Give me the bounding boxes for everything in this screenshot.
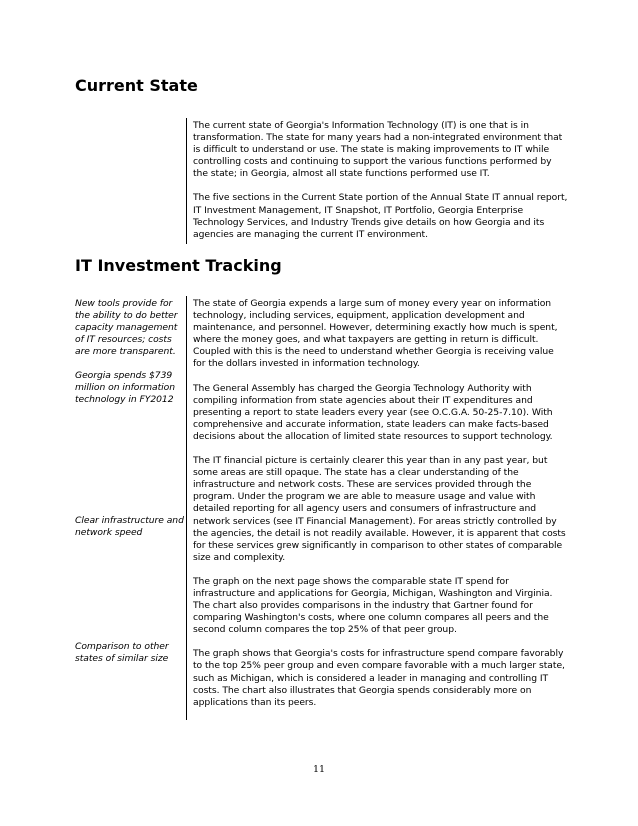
sidebar-note-text: Comparison to other states of similar size: [75, 641, 169, 665]
it-investment-paragraph-1: The state of Georgia expends a large sum of money every year on information technology, including services, equipment, application development and maintenance, and personnel. However, determining exactly how much is spent, where the money goes, and what taxpayers are getting in return is difficult. Coupled with this is the need to understand whether Georgia is receiving value for the dollars invested in information technology.: [193, 298, 558, 370]
current-state-body: [193, 120, 568, 241]
current-state-paragraph-1: The current state of Georgia's Information Technology (IT) is one that is in transformation. The state for many years had a non-integrated environment that is difficult to understand or use. The state is making improvements to IT while controlling costs and continuing to support the various functions performed by the state; in Georgia, almost all state functions performed use IT.: [193, 120, 563, 180]
sidebar-note-1: [75, 298, 185, 358]
it-investment-body: [193, 298, 568, 709]
it-investment-paragraph-2: The General Assembly has charged the Georgia Technology Authority with compiling information from state agencies about their IT expenditures and presenting a report to state leaders every year (see O.C.G.A. 50-25-7.10). With comprehensive and accurate information, state leaders can make facts-based decisions about the allocation of limited state resources to support technology.: [193, 382, 553, 442]
current-state-heading: Current State: [75, 76, 198, 95]
it-investment-paragraph-4: The graph on the next page shows the comparable state IT spend for infrastructure and applications for Georgia, Michigan, Washington and Virginia. The chart also provides comparisons in the industry that Gartner found for comparing Washington's costs, where one column compares all peers and the second column compares the top 25% of that peer group.: [193, 575, 553, 636]
sidebar-note-text: Clear infrastructure and network speed: [75, 515, 184, 539]
it-investment-heading: IT Investment Tracking: [75, 256, 282, 275]
sidebar-note-4: [75, 641, 185, 665]
it-investment-paragraph-5: The graph shows that Georgia's costs for infrastructure spend compare favorably to the top 25% peer group and even compare favorable with a much larger state, such as Michigan, which is considered a leader in managing and controlling IT costs. The chart also illustrates that Georgia spends considerably more on applications than its peers.: [193, 648, 565, 708]
sidebar-note-text: New tools provide for the ability to do better capacity management of IT resources; costs are more transparent.: [75, 298, 178, 358]
sidebar-note-text: Georgia spends $739 million on information technology in FY2012: [75, 370, 175, 406]
sidebar-note-2: [75, 370, 185, 406]
it-investment-divider: [186, 296, 187, 720]
sidebar-note-3: [75, 515, 185, 539]
it-investment-paragraph-3: The IT financial picture is certainly clearer this year than in any past year, but some areas are still opaque. The state has a clear understanding of the infrastructure and network costs. These are services provided through the program. Under the program we are able to measure usage and value with detailed reporting for all agency users and consumers of infrastructure and network services (see IT Financial Management). For areas strictly controlled by the agencies, the detail is not readily available. However, it is apparent that costs for these services grew significantly in comparison to other states of comparable size and complexity.: [193, 455, 566, 563]
current-state-paragraph-2: The five sections in the Current State portion of the Annual State IT annual report, IT Investment Management, IT Snapshot, IT Portfolio, Georgia Enterprise Technology Services, and Industry Trends give details on how Georgia and its agencies are managing the current IT environment.: [193, 192, 568, 240]
page-number: 11: [312, 764, 326, 775]
current-state-divider: [186, 118, 187, 244]
